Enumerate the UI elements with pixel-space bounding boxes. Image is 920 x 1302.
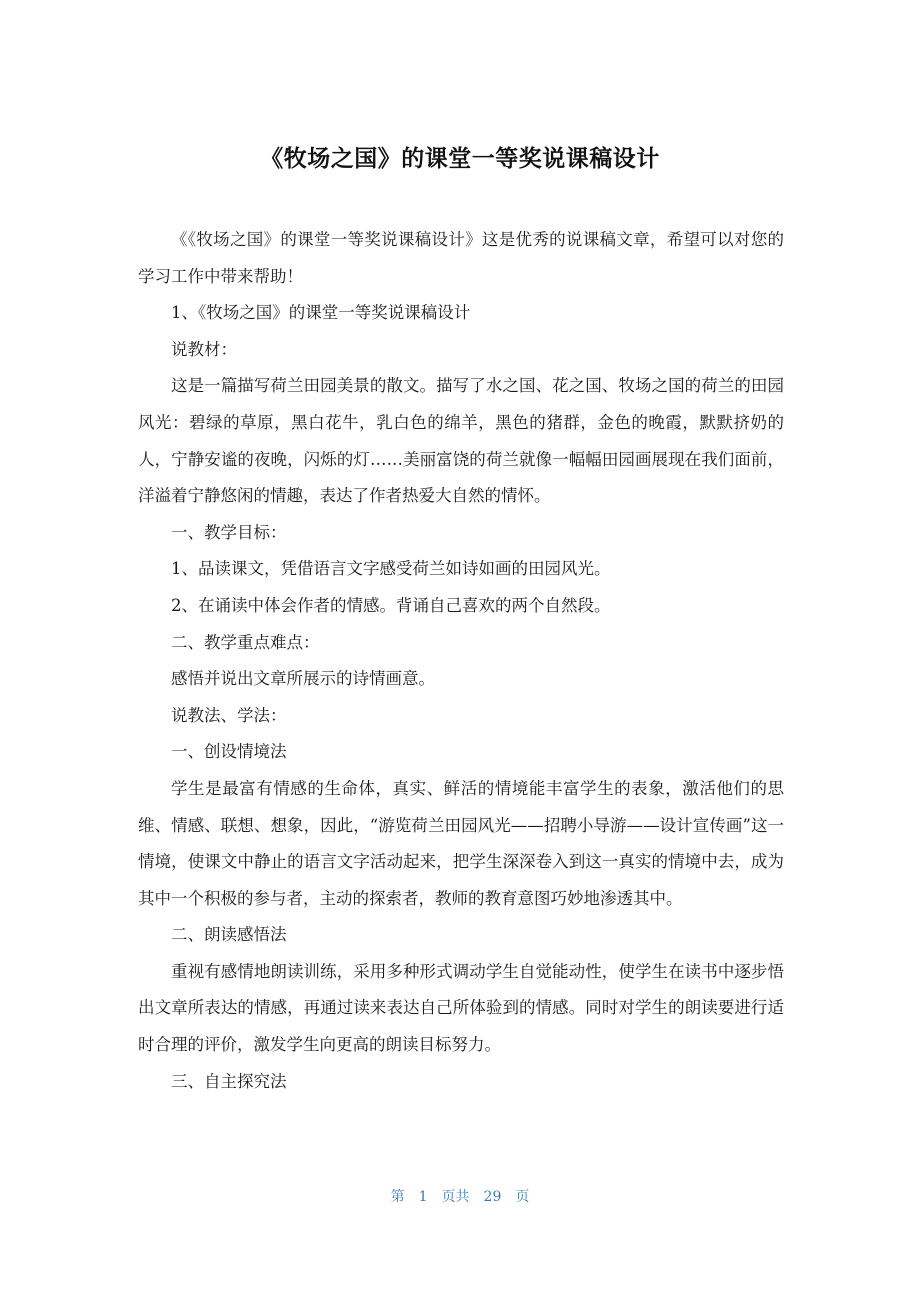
footer-total-pages: 29: [483, 1189, 502, 1205]
paragraph-heading-textbook: 说教材：: [171, 339, 237, 359]
paragraph-method-1-body: 学生是最富有情感的生命体，真实、鲜活的情境能丰富学生的表象，激活他们的思维、情感、联想、想象，因此，“游览荷兰田园风光——招聘小导游——设计宣传画”这一情境，使课文中静止的语言文字活动起来，把学生深深卷入到这一真实的情境中去，成为其中一个积极的参与者，主动的探索者，教师的教育意图巧妙地渗透其中。: [138, 778, 784, 908]
paragraph-method-1-heading: 一、创设情境法: [171, 742, 287, 762]
paragraph-method-2-heading: 二、朗读感悟法: [171, 925, 287, 945]
paragraph-method-2-body: 重视有感情地朗读训练，采用多种形式调动学生自觉能动性，使学生在读书中逐步悟出文章所表达的情感，再通过读来表达自己所体验到的情感。同时对学生的朗读要进行适时合理的评价，激发学生向更高的朗读目标努力。: [138, 961, 784, 1055]
paragraph-heading-goals: 一、教学目标：: [171, 522, 287, 542]
document-title: 《牧场之国》的课堂一等奖说课稿设计: [260, 146, 660, 172]
paragraph-heading-key-points: 二、教学重点难点：: [171, 632, 320, 652]
footer-prefix: 第: [390, 1189, 405, 1205]
page-footer: [0, 1186, 920, 1206]
paragraph-goal-2: 2、在诵读中体会作者的情感。背诵自己喜欢的两个自然段。: [171, 595, 611, 615]
footer-suffix: 页: [515, 1189, 530, 1205]
document-body: [138, 222, 784, 1100]
paragraph-key-points: 感悟并说出文章所展示的诗情画意。: [171, 669, 435, 689]
paragraph-section-heading: 1、《牧场之国》的课堂一等奖说课稿设计: [171, 303, 471, 323]
footer-mid: 页共: [441, 1189, 470, 1205]
paragraph-textbook-description: 这是一篇描写荷兰田园美景的散文。描写了水之国、花之国、牧场之国的荷兰的田园风光：碧绿的草原，黑白花牛，乳白色的绵羊，黑色的猪群，金色的晚霞，默默挤奶的人，宁静安谧的夜晚，闪烁的灯……美丽富饶的荷兰就像一幅幅田园画展现在我们面前，洋溢着宁静悠闲的情趣，表达了作者热爱大自然的情怀。: [138, 376, 784, 506]
paragraph-method-3-heading: 三、自主探究法: [171, 1071, 287, 1091]
footer-current-page: 1: [418, 1189, 428, 1205]
paragraph-intro: 《《牧场之国》的课堂一等奖说课稿设计》这是优秀的说课稿文章，希望可以对您的学习工作中带来帮助！: [138, 230, 784, 286]
paragraph-goal-1: 1、品读课文，凭借语言文字感受荷兰如诗如画的田园风光。: [171, 559, 611, 579]
paragraph-heading-methods: 说教法、学法：: [171, 705, 287, 725]
